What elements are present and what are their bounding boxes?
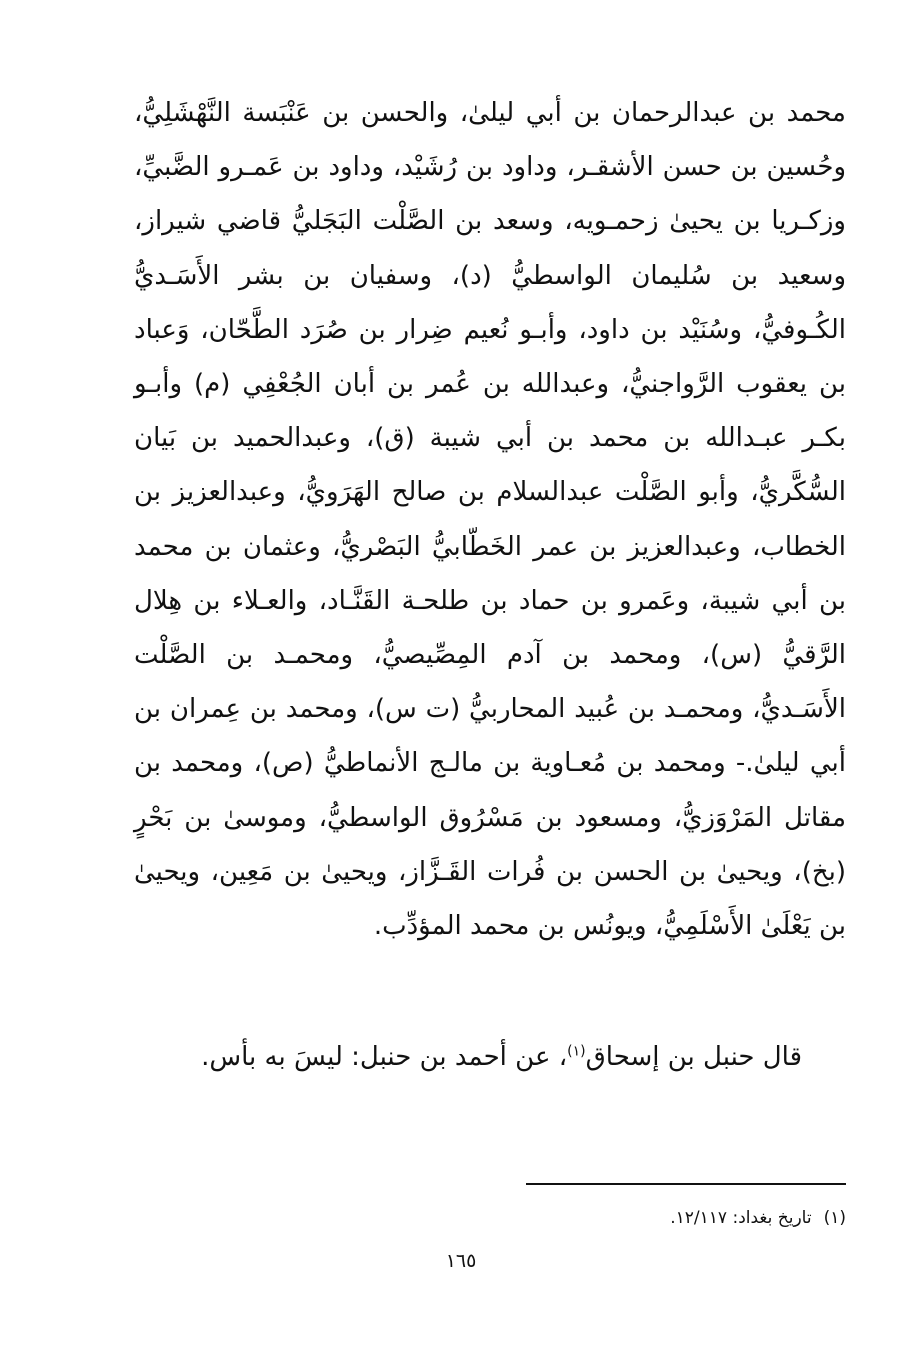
quote-text-end: ، عن أحمد بن حنبل: ليسَ به بأس. [201, 1042, 568, 1072]
body-paragraph-quote [134, 1030, 846, 1084]
footnote-reference[interactable]: (١) [567, 1043, 586, 1060]
footnote-text: تاريخ بغداد: ١٢/١١٧. [670, 1208, 812, 1228]
footnote-divider [526, 1183, 846, 1185]
page-number: ١٦٥ [445, 1250, 477, 1272]
footnote-number: (١) [823, 1208, 846, 1228]
body-paragraph-narrators: محمد بن عبدالرحمان بن أبي ليلىٰ، والحسن بن عَنْبَسة النَّهْشَلِيُّ، وحُسين بن حسن الأشقـر، وداود بن رُشَيْد، وداود بن عَمـرو الضَّبيِّ، وزكـريا بن يحيىٰ زحمـويه، وسعد بن الصَّلْت البَجَليُّ قاضي شيراز، وسعيد بن سُليمان الواسطيُّ (د)، وسفيان بن بشر الأَسَـديُّ الكُـوفيُّ، وسُنَيْد بن داود، وأبـو نُعيم ضِرار بن صُرَد الطَّحّان، وَعباد بن يعقوب الرَّواجنيُّ، وعبدالله بن عُمر بن أبان الجُعْفِي (م) وأبـو بكـر عبـدالله بن محمد بن أبي شيبة (ق)، وعبدالحميد بن بَيان السُّكَّريُّ، وأبو الصَّلْت عبدالسلام بن صالح الهَرَويُّ، وعبدالعزيز بن الخطاب، وعبدالعزيز بن عمر الخَطّابيُّ البَصْريُّ، وعثمان بن محمد بن أبي شيبة، وعَمرو بن حماد بن طلحـة القَنَّـاد، والعـلاء بن هِلال الرَّقيُّ (س)، ومحمد بن آدم المِصِّيصيُّ، ومحمـد بن الصَّلْت الأَسَـديُّ، ومحمـد بن عُبيد المحاربيُّ (ت س)، ومحمد بن عِمران بن أبي ليلىٰ.- ومحمد بن مُعـاوية بن مالـج الأنماطيُّ (ص)، ومحمد بن مقاتل المَرْوَزيُّ، ومسعود بن مَسْرُوق الواسطيُّ، وموسىٰ بن بَحْرٍ (بخ)، ويحيىٰ بن الحسن بن فُرات القَـزَّاز، ويحيىٰ بن مَعِين، ويحيىٰ بن يَعْلَىٰ الأَسْلَمِيُّ، ويونُس بن محمد المؤدِّب. [134, 98, 846, 942]
quote-text-start: قال حنبل بن إسحاق [585, 1042, 802, 1072]
footnote [400, 1203, 846, 1233]
